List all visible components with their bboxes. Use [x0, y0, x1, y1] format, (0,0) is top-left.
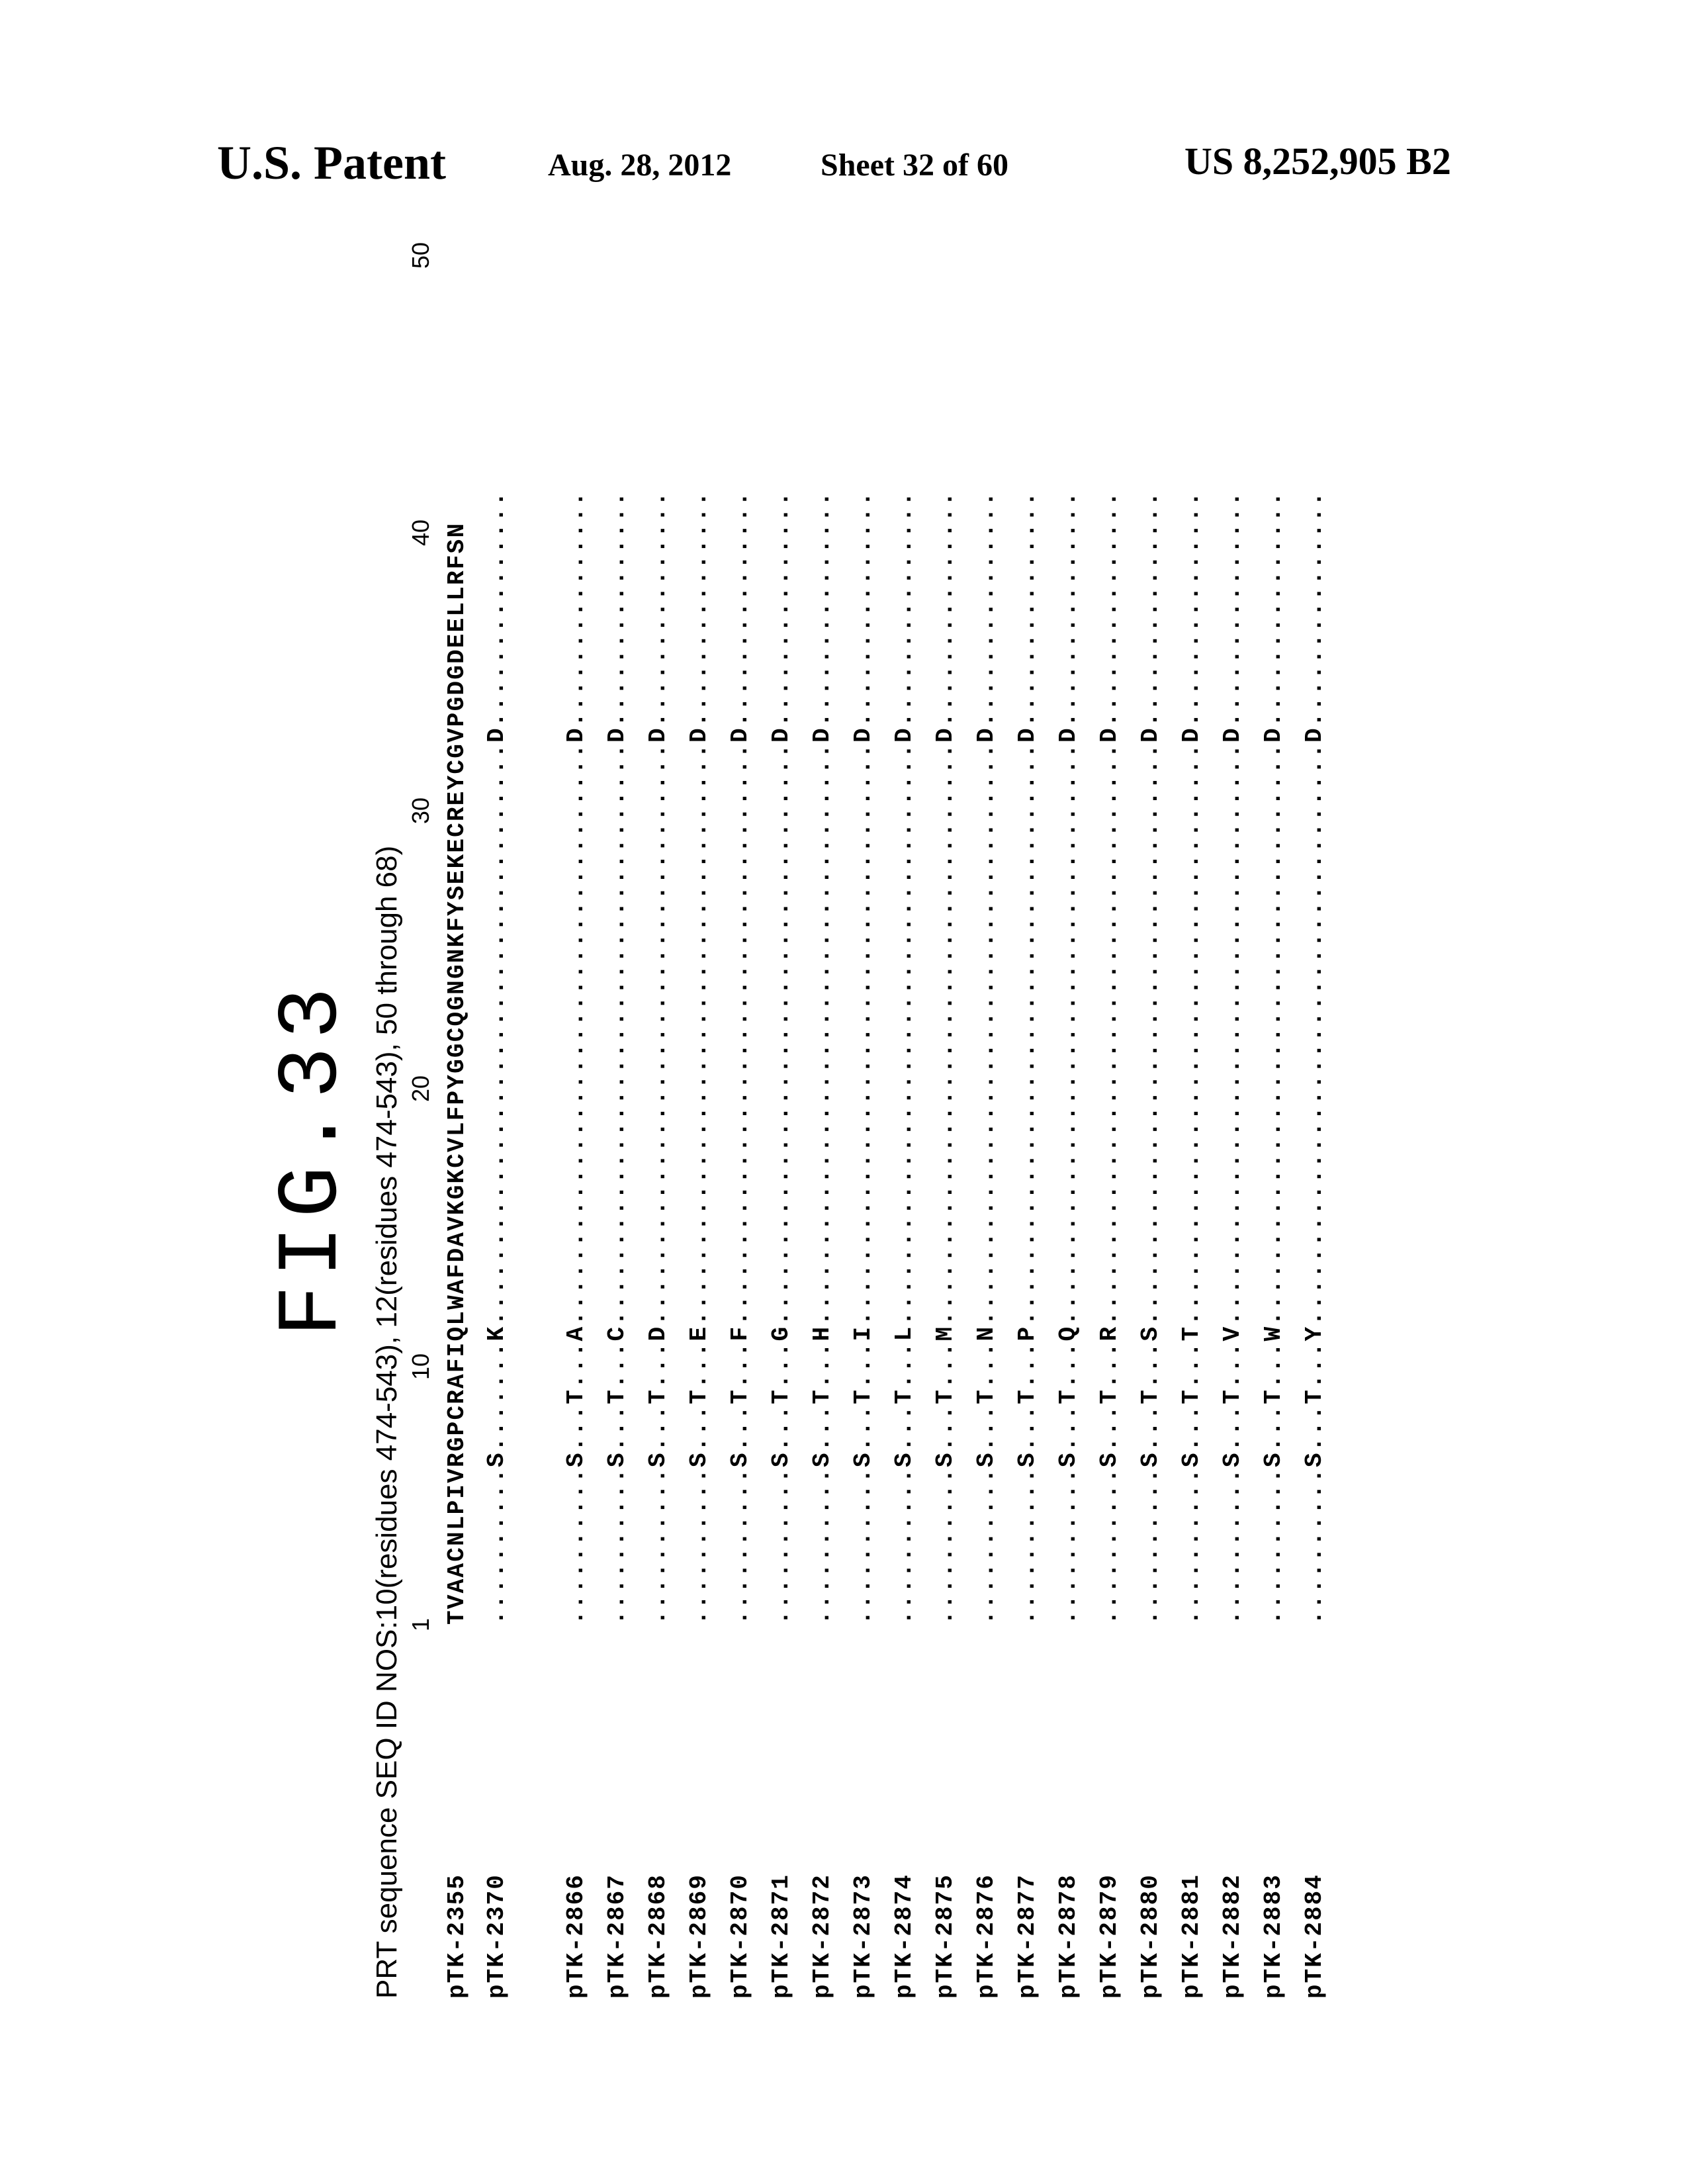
- sequence-label: pTK-2883: [1260, 1874, 1287, 1999]
- sequence-label: pTK-2868: [645, 1874, 672, 1999]
- sequence-label: pTK-2866: [562, 1874, 590, 1999]
- figure-caption: PRT sequence SEQ ID NOS:10(residues 474-543), 12(residues 474-543), 50 through 68): [371, 845, 403, 1999]
- sequence-row: [1055, 490, 1094, 1999]
- sequence-label: pTK-2875: [932, 1874, 959, 1999]
- sequence-residues: ..........S...T...R.....................................D...............: [1096, 490, 1123, 1625]
- sequence-label: pTK-2874: [891, 1874, 918, 1999]
- patent-date: Aug. 28, 2012: [548, 148, 732, 183]
- sequence-label: pTK-2879: [1096, 1874, 1123, 1999]
- sequence-row: [443, 522, 483, 1999]
- sequence-row: [1096, 490, 1136, 1999]
- ruler-tick-20: 20: [407, 1075, 434, 1102]
- sequence-residues: ..........S...T...H.....................................D...............: [809, 490, 836, 1625]
- residue-ruler: [407, 242, 447, 1999]
- sequence-label: pTK-2877: [1014, 1874, 1041, 1999]
- sequence-residues: ..........S...T...F.....................................D...............: [727, 490, 754, 1625]
- sequence-label: pTK-2881: [1178, 1874, 1205, 1999]
- sequence-row: [727, 490, 766, 1999]
- sequence-row: [809, 490, 848, 1999]
- ruler-tick-10: 10: [407, 1353, 434, 1380]
- sequence-row: [932, 490, 971, 1999]
- sequence-row: [1137, 490, 1177, 1999]
- sequence-residues: ..........S...T...D.....................................D...............: [645, 490, 672, 1625]
- sequence-residues: ..........S...T...V.....................................D...............: [1219, 490, 1246, 1625]
- sequence-residues: ..........S...T...W.....................................D...............: [1260, 490, 1287, 1625]
- sequence-label: pTK-2873: [850, 1874, 877, 1999]
- figure-title: FIG.33: [265, 979, 362, 1337]
- ruler-tick-50: 50: [407, 242, 434, 269]
- sequence-label: pTK-2884: [1301, 1874, 1328, 1999]
- sequence-row: [1178, 490, 1218, 1999]
- sequence-residues: ..........S.......K.....................................D...............: [483, 490, 510, 1625]
- sequence-label: pTK-2876: [973, 1874, 1000, 1999]
- sequence-residues: ..........S...T...M.....................................D...............: [932, 490, 959, 1625]
- sequence-label: pTK-2355: [443, 1874, 470, 1999]
- sequence-label: pTK-2872: [809, 1874, 836, 1999]
- patent-number: US 8,252,905 B2: [1184, 140, 1451, 183]
- sequence-row: [1260, 490, 1300, 1999]
- sheet-number: Sheet 32 of 60: [821, 148, 1008, 183]
- sequence-row: [768, 490, 807, 1999]
- ruler-tick-30: 30: [407, 797, 434, 824]
- sequence-residues: ..........S...T...Q.....................................D...............: [1055, 490, 1082, 1625]
- sequence-row: [1219, 490, 1259, 1999]
- sequence-residues: ..........S...T...S.....................................D...............: [1137, 490, 1164, 1625]
- sequence-label: pTK-2878: [1055, 1874, 1082, 1999]
- sequence-row: [1014, 490, 1053, 1999]
- patent-header-label: U.S. Patent: [217, 136, 446, 189]
- sequence-label: pTK-2869: [686, 1874, 713, 1999]
- sequence-residues: ..........S...T...Y.....................................D...............: [1301, 490, 1328, 1625]
- ruler-tick-40: 40: [407, 519, 434, 546]
- figure-33-rotated: [265, 242, 1390, 1999]
- sequence-label: pTK-2370: [483, 1874, 510, 1999]
- sequence-residues: ..........S...T...E.....................................D...............: [686, 490, 713, 1625]
- sequence-row: [1301, 490, 1341, 1999]
- sequence-residues: ..........S...T...A.....................................D...............: [562, 490, 590, 1625]
- ruler-tick-1: 1: [407, 1617, 434, 1631]
- sequence-residues: ..........S...T...T.....................................D...............: [1178, 490, 1205, 1625]
- sequence-label: pTK-2880: [1137, 1874, 1164, 1999]
- sequence-residues: ..........S...T...I.....................................D...............: [850, 490, 877, 1625]
- sequence-label: pTK-2882: [1219, 1874, 1246, 1999]
- sequence-row: [483, 490, 523, 1999]
- sequence-residues: ..........S...T...N.....................................D...............: [973, 490, 1000, 1625]
- sequence-row: [891, 490, 930, 1999]
- sequence-row: [686, 490, 725, 1999]
- sequence-row: [973, 490, 1012, 1999]
- sequence-row: [850, 490, 889, 1999]
- sequence-label: pTK-2867: [603, 1874, 631, 1999]
- sequence-row: [645, 490, 684, 1999]
- sequence-residues: ..........S...T...C.....................................D...............: [603, 490, 631, 1625]
- sequence-row: [562, 490, 602, 1999]
- sequence-label: pTK-2871: [768, 1874, 795, 1999]
- sequence-row: [603, 490, 643, 1999]
- sequence-residues: ..........S...T...L.....................................D...............: [891, 490, 918, 1625]
- sequence-residues: ..........S...T...P.....................................D...............: [1014, 490, 1041, 1625]
- sequence-residues: ..........S...T...G.....................................D...............: [768, 490, 795, 1625]
- sequence-residues: TVAACNLPIVRGPCRAFIQLWAFDAVKGKCVLFPYGGCQGNGNKFYSEKECREYCGVPGDGDEELLRFSN: [443, 522, 470, 1625]
- sequence-label: pTK-2870: [727, 1874, 754, 1999]
